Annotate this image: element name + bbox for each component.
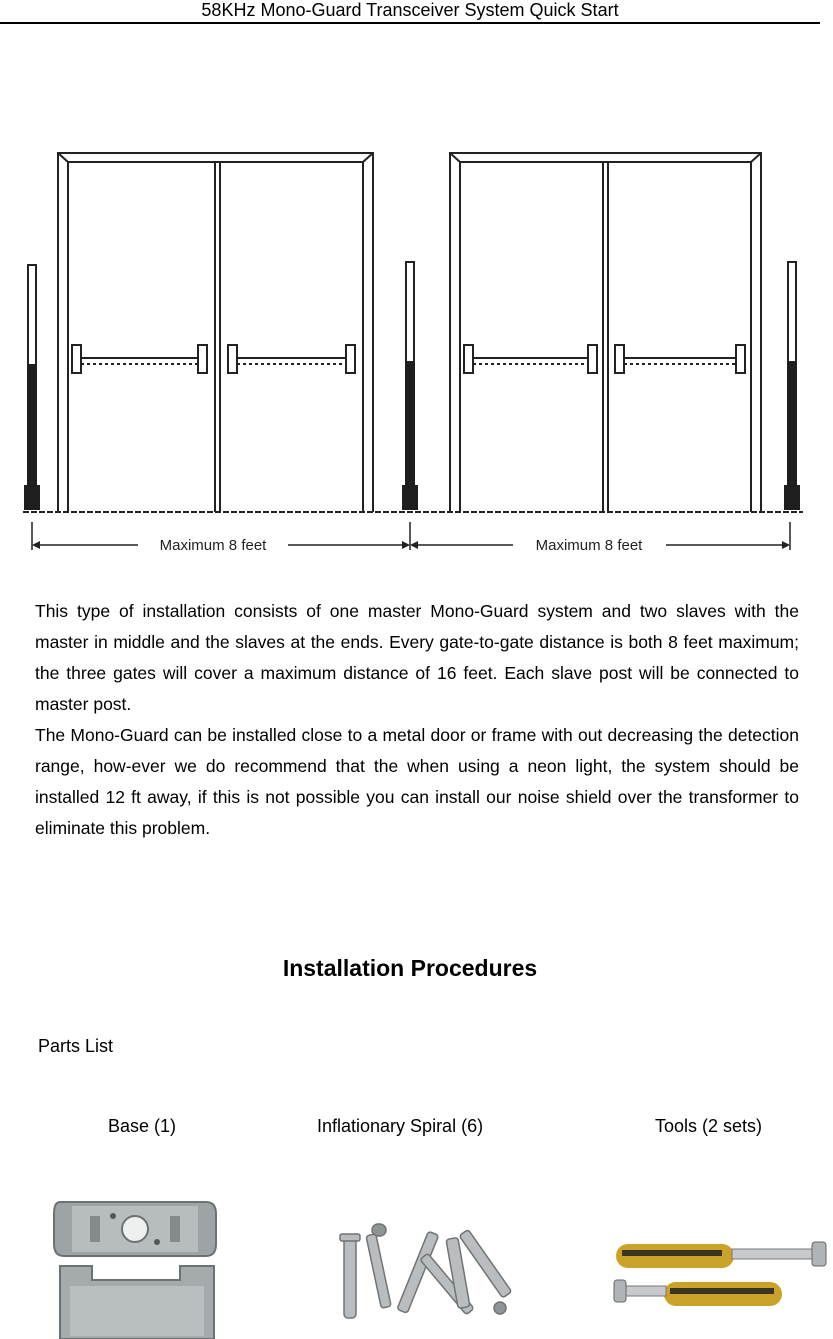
slave-antenna-right xyxy=(784,262,800,510)
dimension-label-left: Maximum 8 feet xyxy=(159,537,267,554)
description-text xyxy=(35,596,799,844)
part-label-tools: Tools (2 sets) xyxy=(655,1116,763,1136)
section-title: Installation Procedures xyxy=(282,955,538,981)
page-header xyxy=(0,0,820,24)
double-door-right xyxy=(450,153,761,512)
paragraph-metal-door-note: The Mono-Guard can be installed close to a metal door or frame with out decreasing the detection range, how-ever we do recommend that the when using a neon light, the system should be installed 12 ft away, if this is not possible you can install our noise shield over the transformer to eliminate this problem. xyxy=(35,725,799,838)
installation-diagram-svg xyxy=(18,140,808,560)
part-label-spiral: Inflationary Spiral (6) xyxy=(317,1116,484,1136)
dimension-lines xyxy=(32,522,790,550)
parts-list-label: Parts List xyxy=(38,1036,114,1056)
screwdriver-tools-photo xyxy=(612,1230,830,1316)
installation-diagram xyxy=(18,140,808,560)
paragraph-installation-layout: This type of installation consists of one master Mono-Guard system and two slaves with the master in middle and the slaves at the ends. Every gate-to-gate distance is both 8 feet maximum; the three gates will cover a maximum distance of 16 feet. Each slave post will be connected to master post. xyxy=(35,601,799,714)
dimension-label-right: Maximum 8 feet xyxy=(535,537,643,554)
part-label-base: Base (1) xyxy=(108,1116,177,1136)
base-photo xyxy=(50,1194,220,1339)
spiral-anchors-photo xyxy=(332,1218,532,1328)
double-door-left xyxy=(58,153,373,512)
screwdriver-bottom xyxy=(614,1280,782,1306)
screwdriver-top xyxy=(616,1242,826,1268)
header-title: 58KHz Mono-Guard Transceiver System Quick Start xyxy=(201,0,619,20)
slave-antenna-left xyxy=(24,265,40,510)
master-antenna xyxy=(402,262,418,510)
